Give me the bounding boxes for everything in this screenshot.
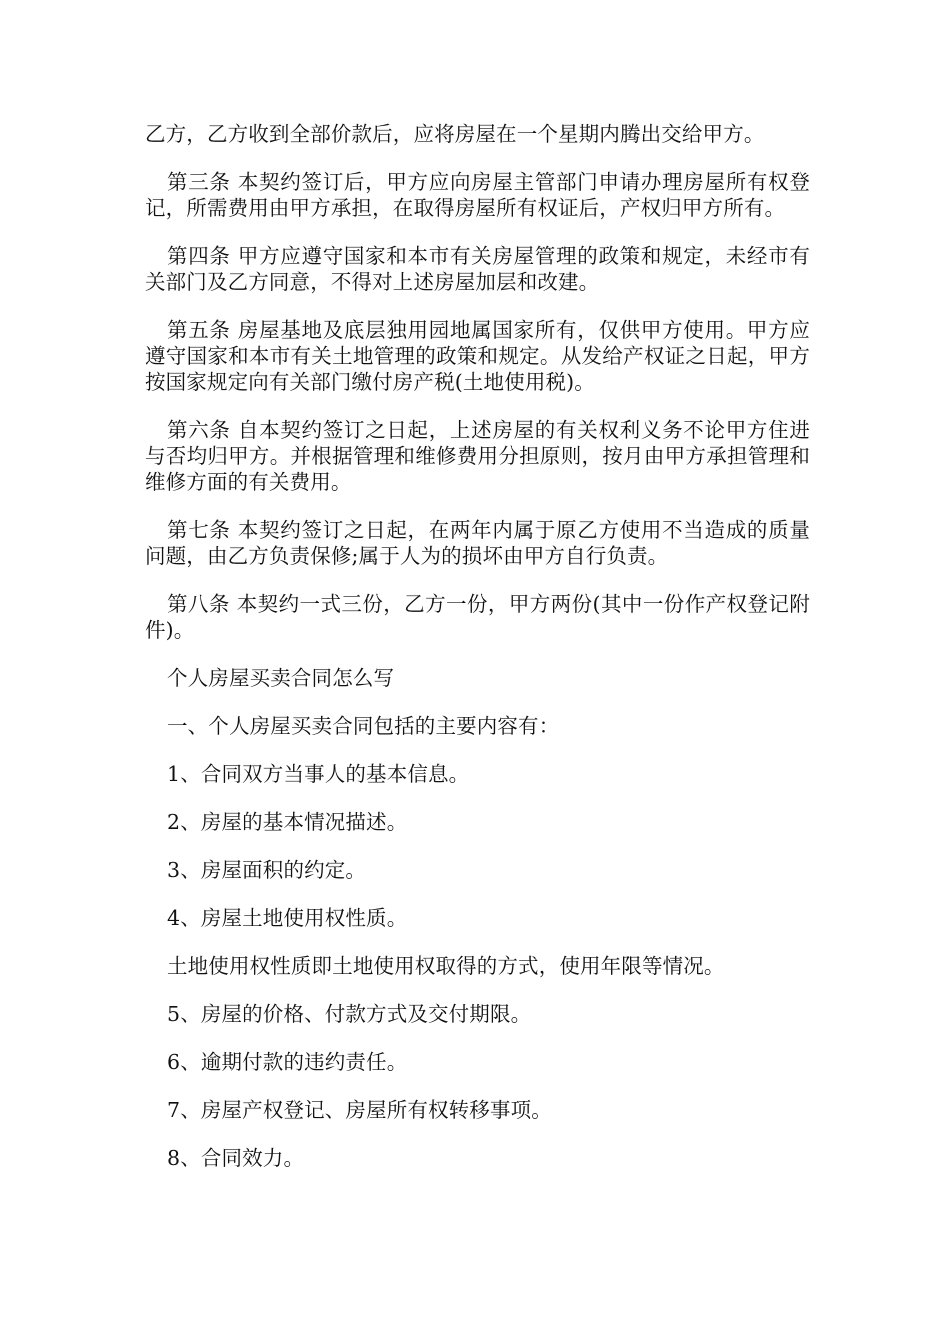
paragraph-article-6: 第六条 自本契约签订之日起，上述房屋的有关权利义务不论甲方住进与否均归甲方。并根据管理和维修费用分担原则，按月由甲方承担管理和维修方面的有关费用。 [145,418,810,494]
paragraph-article-3: 第三条 本契约签订后，甲方应向房屋主管部门申请办理房屋所有权登记，所需费用由甲方承担，在取得房屋所有权证后，产权归甲方所有。 [145,170,810,220]
paragraph-article-7: 第七条 本契约签订之日起，在两年内属于原乙方使用不当造成的质量问题，由乙方负责保修;属于人为的损坏由甲方自行负责。 [145,518,810,568]
paragraph-article-5: 第五条 房屋基地及底层独用园地属国家所有，仅供甲方使用。甲方应遵守国家和本市有关土地管理的政策和规定。从发给产权证之日起，甲方按国家规定向有关部门缴付房产税(土地使用税)。 [145,318,810,394]
paragraph-continuation: 乙方，乙方收到全部价款后，应将房屋在一个星期内腾出交给甲方。 [145,122,765,146]
section-heading: 个人房屋买卖合同怎么写 [167,666,395,690]
list-item-5: 5、房屋的价格、付款方式及交付期限。 [167,1002,532,1026]
paragraph-article-8: 第八条 本契约一式三份，乙方一份，甲方两份(其中一份作产权登记附件)。 [145,592,810,642]
list-item-4-note: 土地使用权性质即土地使用权取得的方式，使用年限等情况。 [167,954,725,978]
list-item-8: 8、合同效力。 [167,1146,305,1170]
list-item-6: 6、逾期付款的违约责任。 [167,1050,408,1074]
section-intro: 一、个人房屋买卖合同包括的主要内容有： [167,714,560,738]
list-item-7: 7、房屋产权登记、房屋所有权转移事项。 [167,1098,552,1122]
list-item-3: 3、房屋面积的约定。 [167,858,367,882]
document-body [145,121,810,1193]
list-item-2: 2、房屋的基本情况描述。 [167,810,408,834]
paragraph-article-4: 第四条 甲方应遵守国家和本市有关房屋管理的政策和规定，未经市有关部门及乙方同意，不得对上述房屋加层和改建。 [145,244,810,294]
list-item-4: 4、房屋土地使用权性质。 [167,906,408,930]
list-item-1: 1、合同双方当事人的基本信息。 [167,762,470,786]
